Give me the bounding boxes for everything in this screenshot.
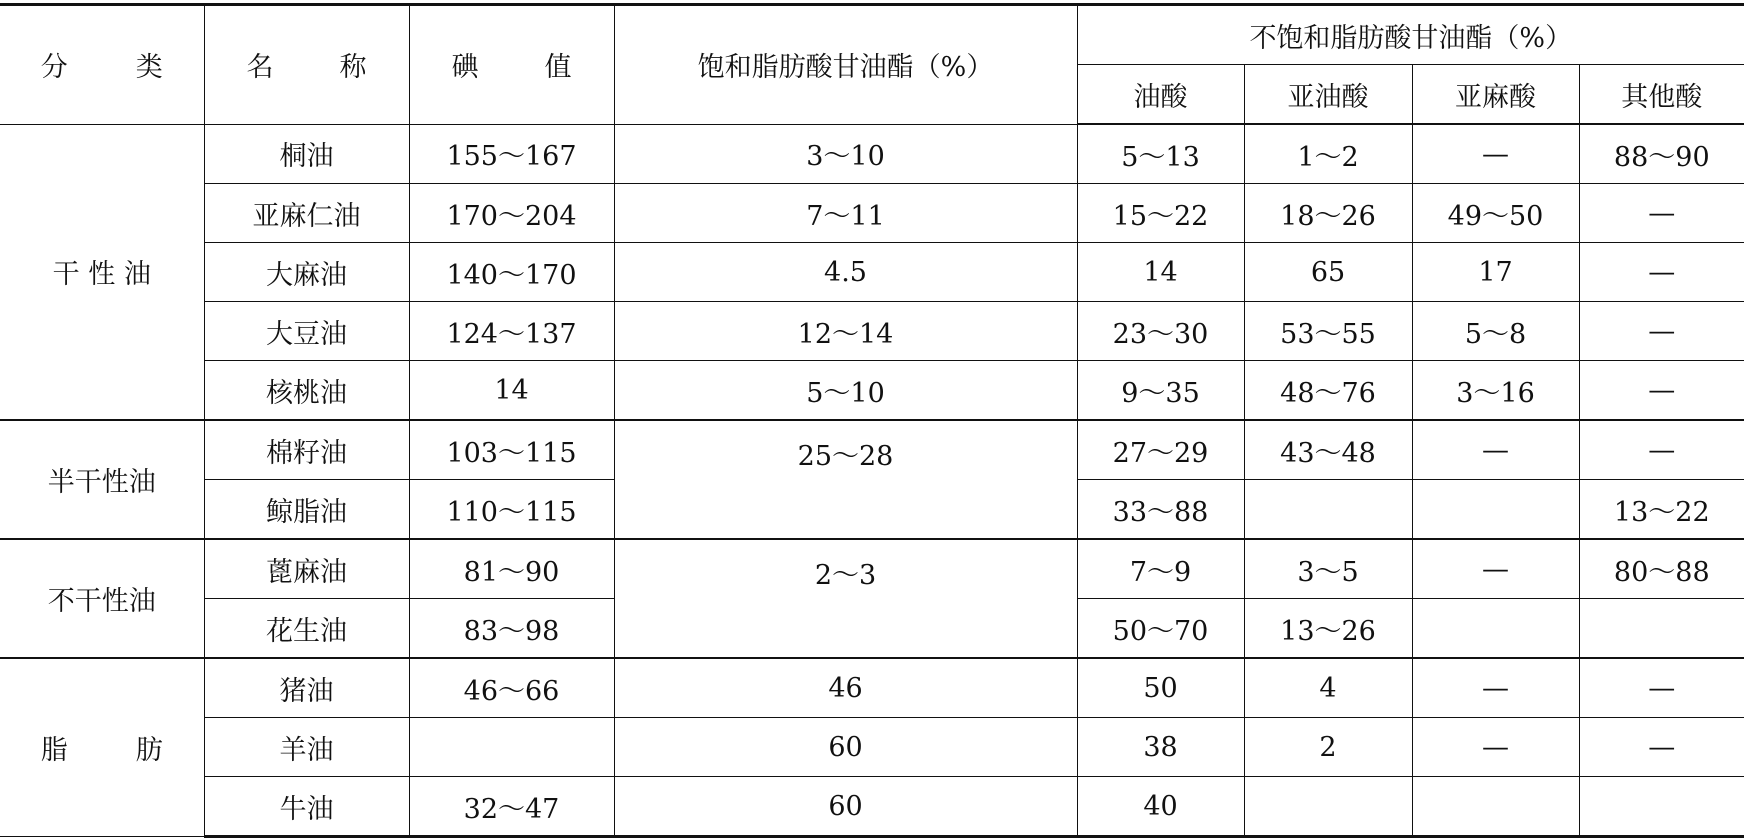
- cell-linoleic: 53～55: [1244, 302, 1412, 361]
- group-fat: [0, 658, 204, 837]
- header-iodine-label: 碘 值: [451, 52, 572, 84]
- cell-linoleic: 4: [1244, 658, 1412, 718]
- cell-name: 核桃油: [204, 361, 409, 421]
- cell-other: —: [1579, 361, 1744, 421]
- cell-iodine: 140～170: [409, 243, 614, 302]
- cell-linoleic: 43～48: [1244, 420, 1412, 480]
- table-row: [0, 539, 1744, 599]
- cell-iodine: 14: [409, 361, 614, 421]
- cell-name: 羊油: [204, 718, 409, 777]
- oil-properties-table: [0, 3, 1744, 838]
- cell-saturated: 60: [614, 777, 1077, 837]
- cell-other: —: [1579, 420, 1744, 480]
- cell-name: 桐油: [204, 124, 409, 184]
- cell-oleic: 38: [1077, 718, 1244, 777]
- cell-linolenic: —: [1412, 539, 1579, 599]
- cell-saturated: 5～10: [614, 361, 1077, 421]
- cell-other: [1579, 599, 1744, 659]
- cell-other: —: [1579, 718, 1744, 777]
- cell-linoleic: [1244, 480, 1412, 540]
- cell-saturated: 4.5: [614, 243, 1077, 302]
- cell-name: 棉籽油: [204, 420, 409, 480]
- table-row: [0, 361, 1744, 421]
- cell-linoleic: [1244, 777, 1412, 837]
- header-category: [0, 5, 204, 125]
- cell-linoleic: 2: [1244, 718, 1412, 777]
- table-row: [0, 243, 1744, 302]
- cell-linolenic: —: [1412, 658, 1579, 718]
- header-saturated: 饱和脂肪酸甘油酯（%）: [614, 5, 1077, 125]
- cell-oleic: 15～22: [1077, 184, 1244, 243]
- cell-saturated: 60: [614, 718, 1077, 777]
- cell-linolenic: [1412, 777, 1579, 837]
- cell-saturated: 3～10: [614, 124, 1077, 184]
- header-linoleic: 亚油酸: [1244, 65, 1412, 125]
- cell-name: 牛油: [204, 777, 409, 837]
- header-category-label: 分 类: [40, 52, 163, 84]
- table-row: [0, 184, 1744, 243]
- cell-name: 猪油: [204, 658, 409, 718]
- cell-iodine: 103～115: [409, 420, 614, 480]
- cell-linolenic: 17: [1412, 243, 1579, 302]
- cell-linolenic: —: [1412, 124, 1579, 184]
- cell-linoleic: 48～76: [1244, 361, 1412, 421]
- cell-name: 蓖麻油: [204, 539, 409, 599]
- cell-linolenic: —: [1412, 420, 1579, 480]
- cell-iodine: [409, 718, 614, 777]
- table-row: [0, 124, 1744, 184]
- cell-oleic: 9～35: [1077, 361, 1244, 421]
- cell-linoleic: 3～5: [1244, 539, 1412, 599]
- cell-linolenic: —: [1412, 718, 1579, 777]
- group-drying: 干 性 油: [0, 124, 204, 420]
- cell-other: 80～88: [1579, 539, 1744, 599]
- cell-iodine: 155～167: [409, 124, 614, 184]
- cell-saturated: 7～11: [614, 184, 1077, 243]
- cell-oleic: 50～70: [1077, 599, 1244, 659]
- cell-iodine: 83～98: [409, 599, 614, 659]
- header-name-label: 名 称: [246, 52, 367, 84]
- cell-other: [1579, 777, 1744, 837]
- cell-oleic: 5～13: [1077, 124, 1244, 184]
- cell-linolenic: 49～50: [1412, 184, 1579, 243]
- cell-oleic: 27～29: [1077, 420, 1244, 480]
- cell-oleic: 50: [1077, 658, 1244, 718]
- header-oleic: 油酸: [1077, 65, 1244, 125]
- group-semi-drying: 半干性油: [0, 420, 204, 539]
- cell-other: 13～22: [1579, 480, 1744, 540]
- header-row-1: [0, 5, 1744, 65]
- cell-saturated: 12～14: [614, 302, 1077, 361]
- cell-linolenic: 3～16: [1412, 361, 1579, 421]
- group-fat-label: 脂 肪: [40, 735, 163, 766]
- cell-linoleic: 1～2: [1244, 124, 1412, 184]
- table-row: [0, 777, 1744, 837]
- cell-other: —: [1579, 302, 1744, 361]
- cell-iodine: 170～204: [409, 184, 614, 243]
- cell-oleic: 7～9: [1077, 539, 1244, 599]
- table-row: [0, 658, 1744, 718]
- cell-name: 大麻油: [204, 243, 409, 302]
- cell-iodine: 110～115: [409, 480, 614, 540]
- cell-other: —: [1579, 243, 1744, 302]
- cell-linoleic: 18～26: [1244, 184, 1412, 243]
- table-row: [0, 302, 1744, 361]
- cell-iodine: 46～66: [409, 658, 614, 718]
- table-row: [0, 420, 1744, 480]
- cell-iodine: 124～137: [409, 302, 614, 361]
- cell-linolenic: [1412, 599, 1579, 659]
- header-name: [204, 5, 409, 125]
- cell-name: 鲸脂油: [204, 480, 409, 540]
- cell-other: —: [1579, 658, 1744, 718]
- group-non-drying: 不干性油: [0, 539, 204, 658]
- cell-other: 88～90: [1579, 124, 1744, 184]
- cell-oleic: 40: [1077, 777, 1244, 837]
- cell-oleic: 14: [1077, 243, 1244, 302]
- cell-saturated: 2～3: [614, 539, 1077, 658]
- header-unsaturated: 不饱和脂肪酸甘油酯（%）: [1077, 5, 1744, 65]
- cell-linoleic: 65: [1244, 243, 1412, 302]
- header-linolenic: 亚麻酸: [1412, 65, 1579, 125]
- cell-other: —: [1579, 184, 1744, 243]
- cell-name: 花生油: [204, 599, 409, 659]
- cell-linolenic: [1412, 480, 1579, 540]
- cell-saturated: 25～28: [614, 420, 1077, 539]
- cell-saturated: 46: [614, 658, 1077, 718]
- header-iodine: [409, 5, 614, 125]
- cell-linoleic: 13～26: [1244, 599, 1412, 659]
- cell-oleic: 23～30: [1077, 302, 1244, 361]
- cell-name: 亚麻仁油: [204, 184, 409, 243]
- cell-iodine: 32～47: [409, 777, 614, 837]
- table-row: [0, 718, 1744, 777]
- cell-name: 大豆油: [204, 302, 409, 361]
- cell-linolenic: 5～8: [1412, 302, 1579, 361]
- header-other: 其他酸: [1579, 65, 1744, 125]
- cell-oleic: 33～88: [1077, 480, 1244, 540]
- cell-iodine: 81～90: [409, 539, 614, 599]
